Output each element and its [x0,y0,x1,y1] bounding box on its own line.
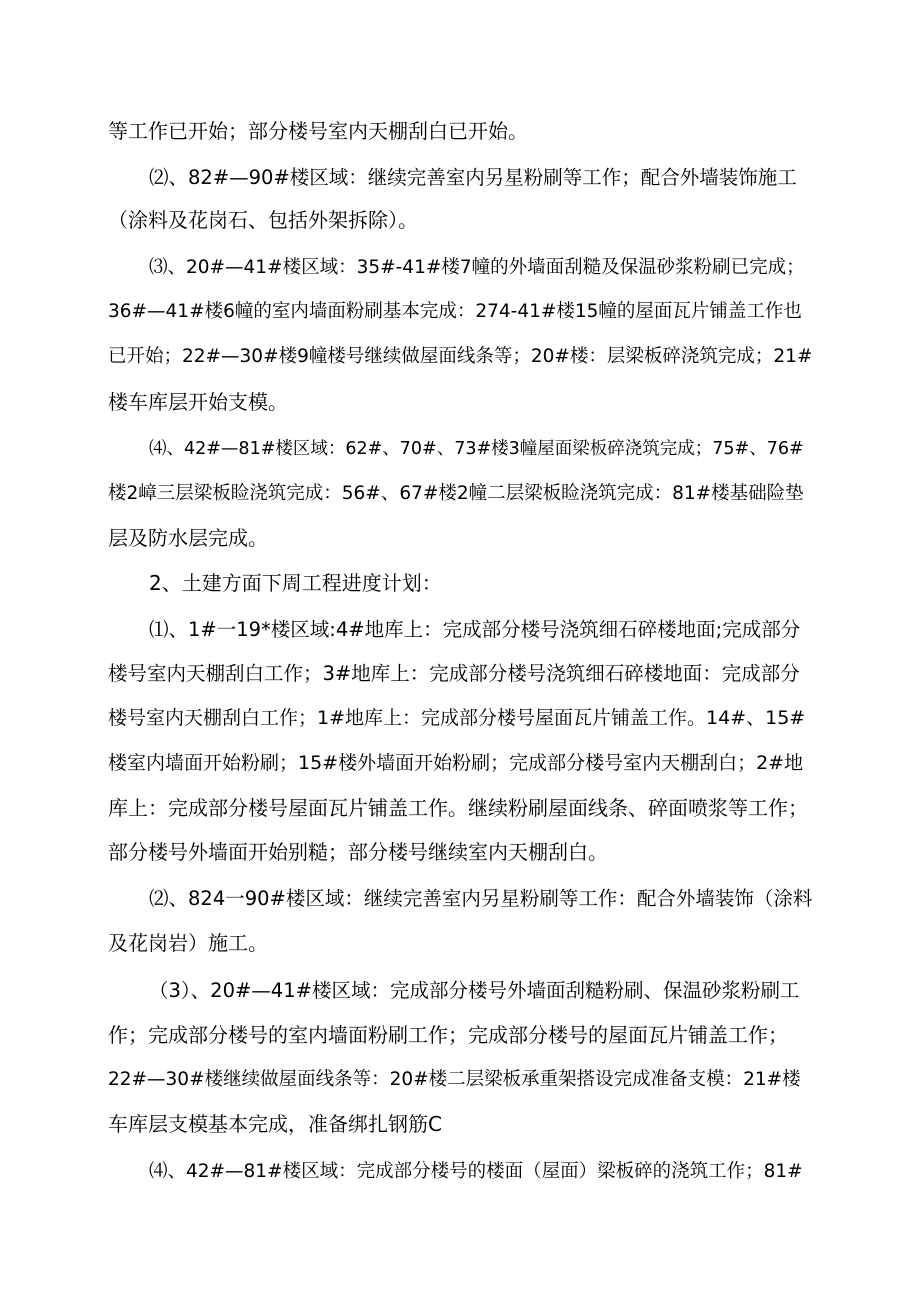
text-line: ⑶、20#—41#楼区域：35#-41#楼7幢的外墙面刮糙及保温砂浆粉刷已完成； [149,257,805,278]
text-line: 楼号室内天棚刮白工作；1#地库上：完成部分楼号屋面瓦片铺盖工作。14#、15# [108,707,806,729]
text-line: 部分楼号外墙面开始别糙；部分楼号继续室内天棚刮白。 [108,840,608,864]
text-line: ⑴、1#一19*楼区域:4#地库上：完成部分楼号浇筑细石碎楼地面;完成部分 [149,618,801,641]
text-line: 层及防水层完成。 [108,526,268,550]
text-line: 2、土建方面下周工程进度计划： [149,571,442,595]
text-line: 等工作已开始；部分楼号室内天棚刮白已开始。 [108,119,528,143]
text-line: ⑵、824一90#楼区域：继续完善室内另星粉刷等工作：配合外墙装饰（涂料 [149,887,813,910]
text-line: 库上：完成部分楼号屋面瓦片铺盖工作。继续粉刷屋面线条、碎面喷浆等工作； [108,796,808,820]
text-line: 及花岗岩）施工。 [108,931,268,955]
text-line: 36#—41#楼6幢的室内墙面粉刷基本完成：274-41#楼15幢的屋面瓦片铺盖工作也 [108,301,802,322]
text-line: 22#—30#楼继续做屋面线条等：20#楼二层梁板承重架搭设完成准备支模：21#楼 [108,1069,801,1090]
text-line: ⑷、42#—81#楼区域：62#、70#、73#楼3幢屋面梁板碎浇筑完成；75#、76# [149,439,804,459]
text-line: 楼室内墙面开始粉刷；15#楼外墙面开始粉刷；完成部分楼号室内天棚刮白；2#地 [108,752,804,774]
text-line: （3）、20#—41#楼区域：完成部分楼号外墙面刮糙粉刷、保温砂浆粉刷工 [149,979,800,1002]
text-line: 楼车库层开始支模。 [108,390,288,414]
text-line: 楼2嶂三层梁板睑浇筑完成：56#、67#楼2幢二层梁板睑浇筑完成：81#楼基础险垫 [108,483,804,504]
text-line: 楼号室内天棚刮白工作；3#地库上：完成部分楼号浇筑细石碎楼地面：完成部分 [108,662,800,685]
text-line: 车库层支模基本完成，准备绑扎钢筋C [108,1112,442,1136]
text-line: ⑷、42#—81#楼区域：完成部分楼号的楼面（屋面）梁板碎的浇筑工作；81# [149,1161,803,1182]
text-line: 已开始；22#—30#楼9幢楼号继续做屋面线条等；20#楼：层梁板碎浇筑完成；21# [108,346,813,367]
text-line: 作；完成部分楼号的室内墙面粉刷工作；完成部分楼号的屋面瓦片铺盖工作； [108,1023,788,1047]
text-line: （涂料及花岗石、包括外架拆除）。 [108,208,418,232]
text-line: ⑵、82#—90#楼区域：继续完善室内另星粉刷等工作；配合外墙装饰施工 [149,166,797,189]
